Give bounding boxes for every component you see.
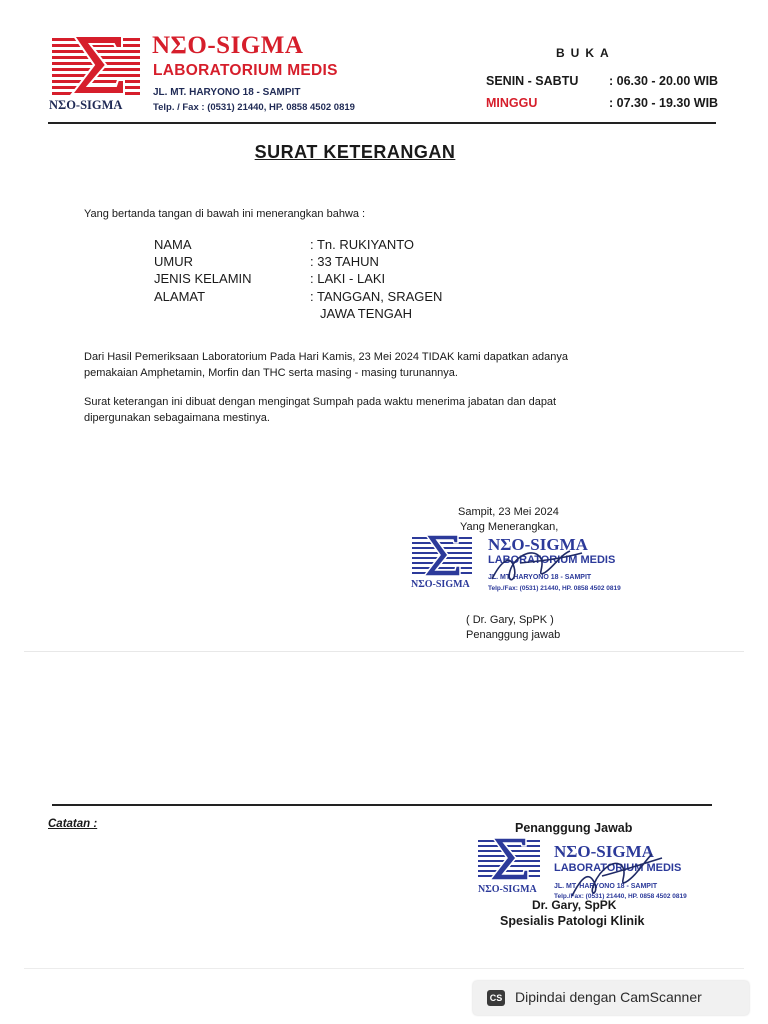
place-date: Sampit, 23 Mei 2024 [458, 506, 559, 518]
open-hours-title: BUKA [556, 46, 615, 60]
signature-scribble-icon [410, 533, 640, 599]
doctor-specialty: Spesialis Patologi Klinik [500, 914, 645, 928]
field-value: : 33 TAHUN [310, 254, 379, 269]
field-label: ALAMAT [154, 289, 206, 304]
stamp-phone: Telp./Fax: (0531) 21440, HP. 0858 4502 0819 [488, 585, 621, 592]
camscanner-watermark [473, 981, 749, 1015]
address-line-2: JAWA TENGAH [320, 306, 412, 321]
statement-paragraph: Surat keterangan ini dibuat dengan mengingat Sumpah pada waktu menerima jabatan dan dapat dipergunakan sebagaimana mestinya. [84, 396, 557, 424]
stamp-phone: Telp./Fax: (0531) 21440, HP. 0858 4502 0819 [554, 893, 687, 900]
intro-text: Yang bertanda tangan di bawah ini menerangkan bahwa : [84, 208, 366, 220]
field-label: UMUR [154, 254, 193, 269]
brand-address: JL. MT. HARYONO 18 - SAMPIT [153, 87, 301, 98]
camscanner-text: Dipindai dengan CamScanner [515, 989, 702, 1005]
camscanner-icon: CS [487, 990, 505, 1006]
field-label: JENIS KELAMIN [154, 271, 252, 286]
signer-role: Yang Menerangkan, [460, 521, 559, 533]
stamp-logo-label: NΣO-SIGMA [478, 884, 537, 895]
notes-label: Catatan : [48, 818, 98, 830]
field-label: NAMA [154, 237, 192, 252]
stamp-subtitle: LABORATORIUM MEDIS [554, 862, 682, 874]
logo-label: NΣO-SIGMA [49, 98, 123, 112]
lab-stamp [410, 533, 640, 599]
page-fold-line [24, 651, 744, 652]
field-value: : Tn. RUKIYANTO [310, 237, 415, 252]
stamp-brand-name: NΣO-SIGMA [488, 535, 588, 554]
responsible-title: Penanggung Jawab [515, 821, 633, 835]
schedule-day: SENIN - SABTU [486, 74, 579, 88]
stamp-logo-label: NΣO-SIGMA [411, 579, 470, 590]
responsibility-label: Penanggung jawab [466, 629, 561, 641]
stamp-brand-name: NΣO-SIGMA [554, 842, 654, 861]
brand-name: NΣO-SIGMA [152, 32, 304, 59]
schedule-hours: : 07.30 - 19.30 WIB [609, 96, 719, 110]
brand-subtitle: LABORATORIUM MEDIS [153, 62, 338, 79]
footer-divider [52, 804, 712, 806]
stamp-subtitle: LABORATORIUM MEDIS [488, 554, 616, 566]
field-value: : TANGGAN, SRAGEN [310, 289, 443, 304]
schedule-day: MINGGU [486, 96, 538, 110]
stamp-address: JL. MT. HARYONO 18 - SAMPIT [554, 883, 658, 890]
stamp-address: JL. MT. HARYONO 18 - SAMPIT [488, 574, 592, 581]
schedule-hours: : 06.30 - 20.00 WIB [609, 74, 719, 88]
scan-edge-line [24, 968, 744, 969]
header-divider [48, 122, 716, 124]
doctor-name: ( Dr. Gary, SpPK ) [466, 614, 554, 626]
result-paragraph: Dari Hasil Pemeriksaan Laboratorium Pada Hari Kamis, 23 Mei 2024 TIDAK kami dapatkan adanya pemakaian Amphetamin, Morfin dan THC serta masing - masing turunannya. [84, 351, 569, 379]
brand-phone: Telp. / Fax : (0531) 21440, HP. 0858 4502 0819 [153, 102, 355, 113]
footer-doctor-name: Dr. Gary, SpPK [532, 898, 617, 912]
field-value: : LAKI - LAKI [310, 271, 386, 286]
sigma-logo-icon [50, 34, 142, 118]
document-title: SURAT KETERANGAN [254, 142, 456, 162]
